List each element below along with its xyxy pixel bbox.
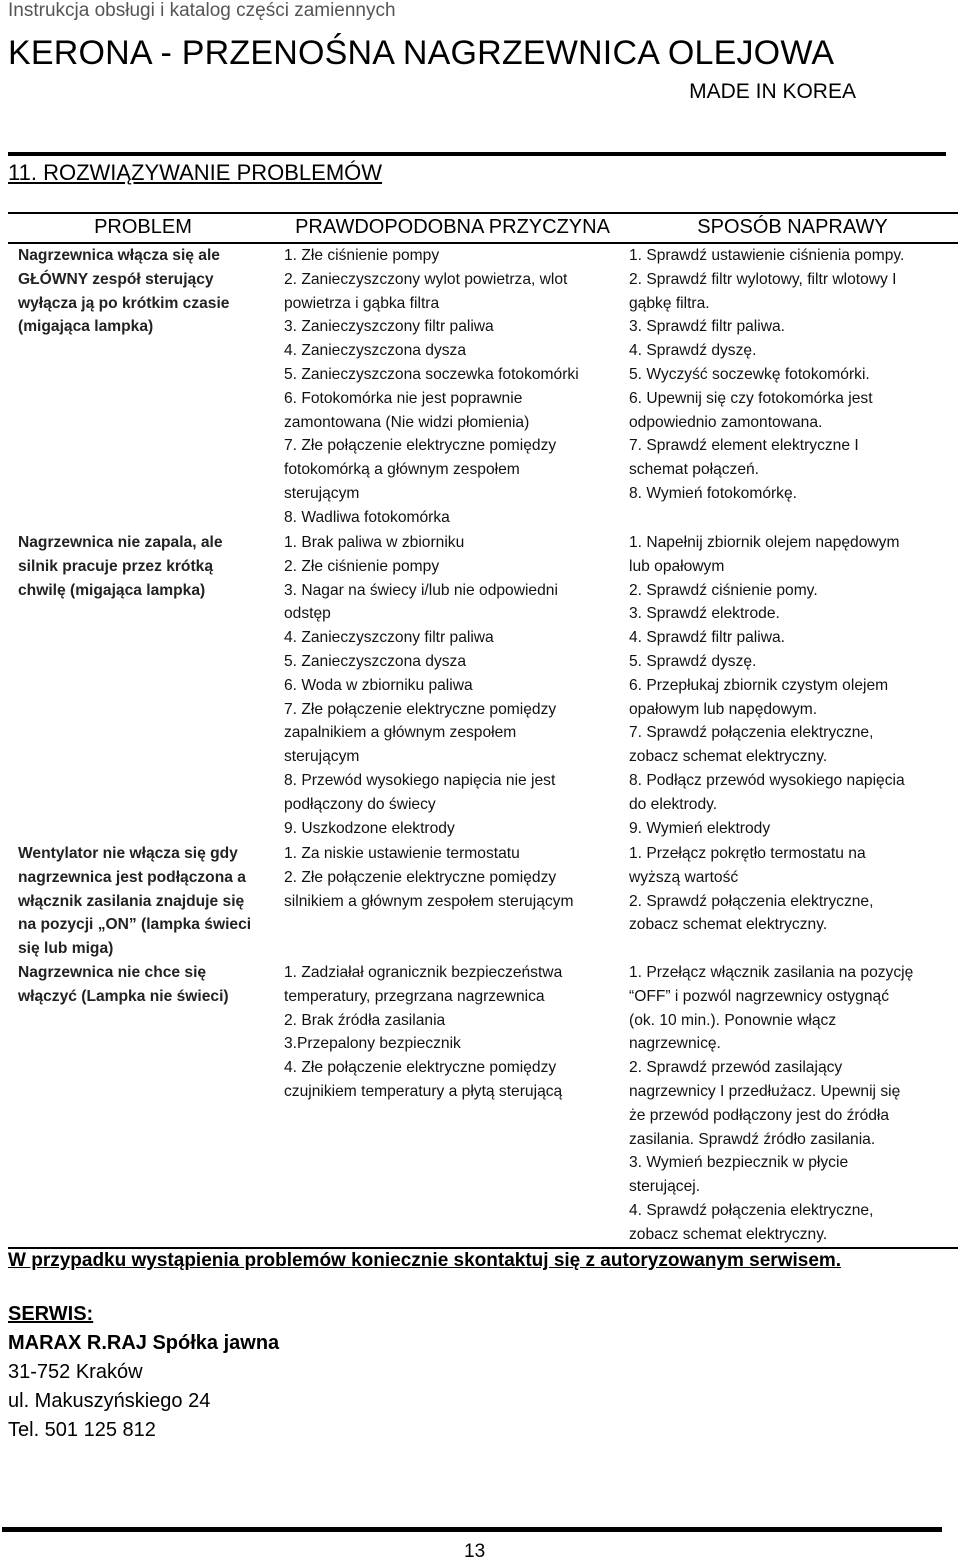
cell-line: odpowiednio zamontowana. <box>629 413 823 431</box>
cell-line: 5. Zanieczyszczona soczewka fotokomórki <box>284 365 579 383</box>
cell-line: 3.Przepalony bezpiecznik <box>284 1035 461 1053</box>
cell-line: 8. Wymień fotokomórkę. <box>629 484 797 502</box>
section-title: 11. ROZWIĄZYWANIE PROBLEMÓW <box>8 160 383 185</box>
cell-line: 1. Napełnij zbiornik olejem napędowym <box>629 534 900 551</box>
column-header-problem: PROBLEM <box>8 213 278 243</box>
cell-line: 5. Wyczyść soczewkę fotokomórki. <box>629 365 870 383</box>
cell-line: 2. Sprawdź przewód zasilający <box>629 1059 843 1077</box>
cell-line: że przewód podłączony jest do źródła <box>629 1106 890 1124</box>
cell-line: 2. Sprawdź połączenia elektryczne, <box>629 892 874 910</box>
cell-line: zapalnikiem a głównym zespołem <box>284 724 517 742</box>
table-row <box>8 243 958 531</box>
cell-line: 9. Uszkodzone elektrody <box>284 819 455 837</box>
cell-line: 6. Upewnij się czy fotokomórka jest <box>629 389 873 407</box>
cell-line: 5. Zanieczyszczona dysza <box>284 652 467 670</box>
cell-line: zobacz schemat elektryczny. <box>629 916 828 934</box>
cell-line: 1. Za niskie ustawienie termostatu <box>284 845 520 862</box>
cell-line: 1. Przełącz pokrętło termostatu na <box>629 845 866 862</box>
cell-line: 1. Sprawdź ustawienie ciśnienia pompy. <box>629 247 905 264</box>
table-row <box>8 961 958 1248</box>
cause-cell <box>278 842 627 961</box>
column-header-remedy: SPOSÓB NAPRAWY <box>627 213 958 243</box>
cell-line: nagrzewnicy I przedłużacz. Upewnij się <box>629 1082 901 1100</box>
remedy-cell <box>627 531 958 842</box>
cell-line: opałowym lub napędowym. <box>629 700 818 718</box>
footer-divider <box>2 1527 942 1532</box>
remedy-cell <box>627 842 958 961</box>
cell-line: lub opałowym <box>629 557 725 575</box>
cell-line: (ok. 10 min.). Ponownie włącz <box>629 1011 837 1029</box>
cell-line: 1. Złe ciśnienie pompy <box>284 247 440 264</box>
header-divider <box>8 152 946 156</box>
cell-line: 5. Sprawdź dyszę. <box>629 652 757 670</box>
cell-line: 2. Złe połączenie elektryczne pomiędzy <box>284 868 557 886</box>
cell-line: 2. Złe ciśnienie pompy <box>284 557 440 575</box>
cause-cell <box>278 531 627 842</box>
service-heading: SERWIS: <box>8 1303 94 1325</box>
cell-line: nagrzewnicę. <box>629 1035 721 1053</box>
table-row <box>8 531 958 842</box>
cell-line: 8. Przewód wysokiego napięcia nie jest <box>284 771 556 789</box>
cell-line: 2. Zanieczyszczony wylot powietrza, wlot <box>284 270 568 288</box>
cell-line: fotokomórką a głównym zespołem <box>284 461 520 479</box>
cell-line: 7. Złe połączenie elektryczne pomiędzy <box>284 700 557 718</box>
cell-line: sterującej. <box>629 1178 701 1196</box>
cell-line: 1. Przełącz włącznik zasilania na pozycję <box>629 963 914 981</box>
cell-line: 7. Sprawdź połączenia elektryczne, <box>629 724 874 742</box>
cell-line: 4. Złe połączenie elektryczne pomiędzy <box>284 1059 557 1077</box>
cell-line: Nagrzewnica włącza się ale <box>18 247 220 264</box>
cell-line: Nagrzewnica nie zapala, ale <box>18 534 223 551</box>
cell-line: odstęp <box>284 605 331 623</box>
column-header-cause: PRAWDOPODOBNA PRZYCZYNA <box>278 213 627 243</box>
cell-line: wyższą wartość <box>629 868 739 886</box>
service-company: MARAX R.RAJ Spółka jawna <box>8 1332 280 1354</box>
document-subtitle: Instrukcja obsługi i katalog części zamiennych <box>8 0 396 21</box>
cell-line: gąbkę filtra. <box>629 294 710 312</box>
cell-line: się lub miga) <box>18 940 114 958</box>
cell-line: 1. Zadziałał ogranicznik bezpieczeństwa <box>284 963 563 981</box>
problem-cell <box>8 243 278 531</box>
cell-line: zobacz schemat elektryczny. <box>629 1225 828 1243</box>
cell-line: 3. Sprawdź elektrode. <box>629 605 780 623</box>
cell-line: 4. Zanieczyszczony filtr paliwa <box>284 629 494 647</box>
cell-line: temperatury, przegrzana nagrzewnica <box>284 987 545 1005</box>
cell-line: 1. Brak paliwa w zbiorniku <box>284 534 465 551</box>
cell-line: 6. Woda w zbiorniku paliwa <box>284 676 473 694</box>
cell-line: GŁÓWNY zespół sterujący <box>18 270 214 288</box>
table-header-row <box>8 213 958 243</box>
service-note: W przypadku wystąpienia problemów koniecznie skontaktuj się z autoryzowanym serwisem. <box>8 1250 842 1271</box>
cell-line: 3. Zanieczyszczony filtr paliwa <box>284 318 494 336</box>
cause-cell <box>278 961 627 1248</box>
cell-line: 4. Sprawdź dyszę. <box>629 342 757 360</box>
cell-line: chwilę (migająca lampka) <box>18 581 206 599</box>
cell-line: sterującym <box>284 484 360 502</box>
cell-line: podłączony do świecy <box>284 795 436 813</box>
service-city: 31-752 Kraków <box>8 1361 143 1383</box>
cell-line: silnikiem a głównym zespołem sterującym <box>284 892 574 910</box>
cell-line: 6. Fotokomórka nie jest poprawnie <box>284 389 523 407</box>
cell-line: nagrzewnica jest podłączona a <box>18 868 246 886</box>
cell-line: Nagrzewnica nie chce się <box>18 963 207 981</box>
service-street: ul. Makuszyńskiego 24 <box>8 1390 211 1412</box>
cell-line: 2. Sprawdź filtr wylotowy, filtr wlotowy I <box>629 270 897 288</box>
cell-line: 9. Wymień elektrody <box>629 819 771 837</box>
remedy-cell <box>627 961 958 1248</box>
page-number: 13 <box>464 1541 486 1562</box>
service-contact <box>8 1300 279 1445</box>
cell-line: 8. Podłącz przewód wysokiego napięcia <box>629 771 905 789</box>
cell-line: 3. Sprawdź filtr paliwa. <box>629 318 785 336</box>
cell-line: włącznik zasilania znajduje się <box>18 892 245 910</box>
cell-line: 2. Sprawdź ciśnienie pomy. <box>629 581 818 599</box>
cell-line: 7. Złe połączenie elektryczne pomiędzy <box>284 437 557 455</box>
cell-line: 3. Wymień bezpiecznik w płycie <box>629 1154 849 1172</box>
cell-line: do elektrody. <box>629 795 718 813</box>
cell-line: 2. Brak źródła zasilania <box>284 1011 446 1029</box>
cell-line: czujnikiem temperatury a płytą sterującą <box>284 1082 563 1100</box>
cell-line: Wentylator nie włącza się gdy <box>18 845 238 862</box>
cell-line: 3. Nagar na świecy i/lub nie odpowiedni <box>284 581 558 599</box>
cell-line: schemat połączeń. <box>629 461 760 479</box>
cell-line: “OFF” i pozwól nagrzewnicy ostygnąć <box>629 987 889 1005</box>
cell-line: wyłącza ją po krótkim czasie <box>18 294 230 312</box>
remedy-cell <box>627 243 958 531</box>
cell-line: 4. Sprawdź połączenia elektryczne, <box>629 1201 874 1219</box>
cause-cell <box>278 243 627 531</box>
document-title: KERONA - PRZENOŚNA NAGRZEWNICA OLEJOWA <box>8 34 835 72</box>
made-in-label: MADE IN KOREA <box>689 80 856 103</box>
cell-line: sterującym <box>284 748 360 766</box>
cell-line: zasilania. Sprawdź źródło zasilania. <box>629 1130 876 1148</box>
cell-line: zamontowana (Nie widzi płomienia) <box>284 413 530 431</box>
cell-line: włączyć (Lampka nie świeci) <box>18 987 229 1005</box>
cell-line: 6. Przepłukaj zbiornik czystym olejem <box>629 676 889 694</box>
cell-line: silnik pracuje przez krótką <box>18 557 213 575</box>
cell-line: powietrza i gąbka filtra <box>284 294 440 312</box>
cell-line: 7. Sprawdź element elektryczne I <box>629 437 859 455</box>
cell-line: na pozycji „ON” (lampka świeci <box>18 916 252 934</box>
cell-line: (migająca lampka) <box>18 318 154 336</box>
cell-line: 4. Sprawdź filtr paliwa. <box>629 629 785 647</box>
problem-cell <box>8 961 278 1248</box>
service-phone: Tel. 501 125 812 <box>8 1419 156 1441</box>
cell-line: zobacz schemat elektryczny. <box>629 748 828 766</box>
table-row <box>8 842 958 961</box>
cell-line: 4. Zanieczyszczona dysza <box>284 342 467 360</box>
problem-cell <box>8 531 278 842</box>
troubleshooting-table <box>8 212 958 1249</box>
cell-line: 8. Wadliwa fotokomórka <box>284 508 450 526</box>
problem-cell <box>8 842 278 961</box>
